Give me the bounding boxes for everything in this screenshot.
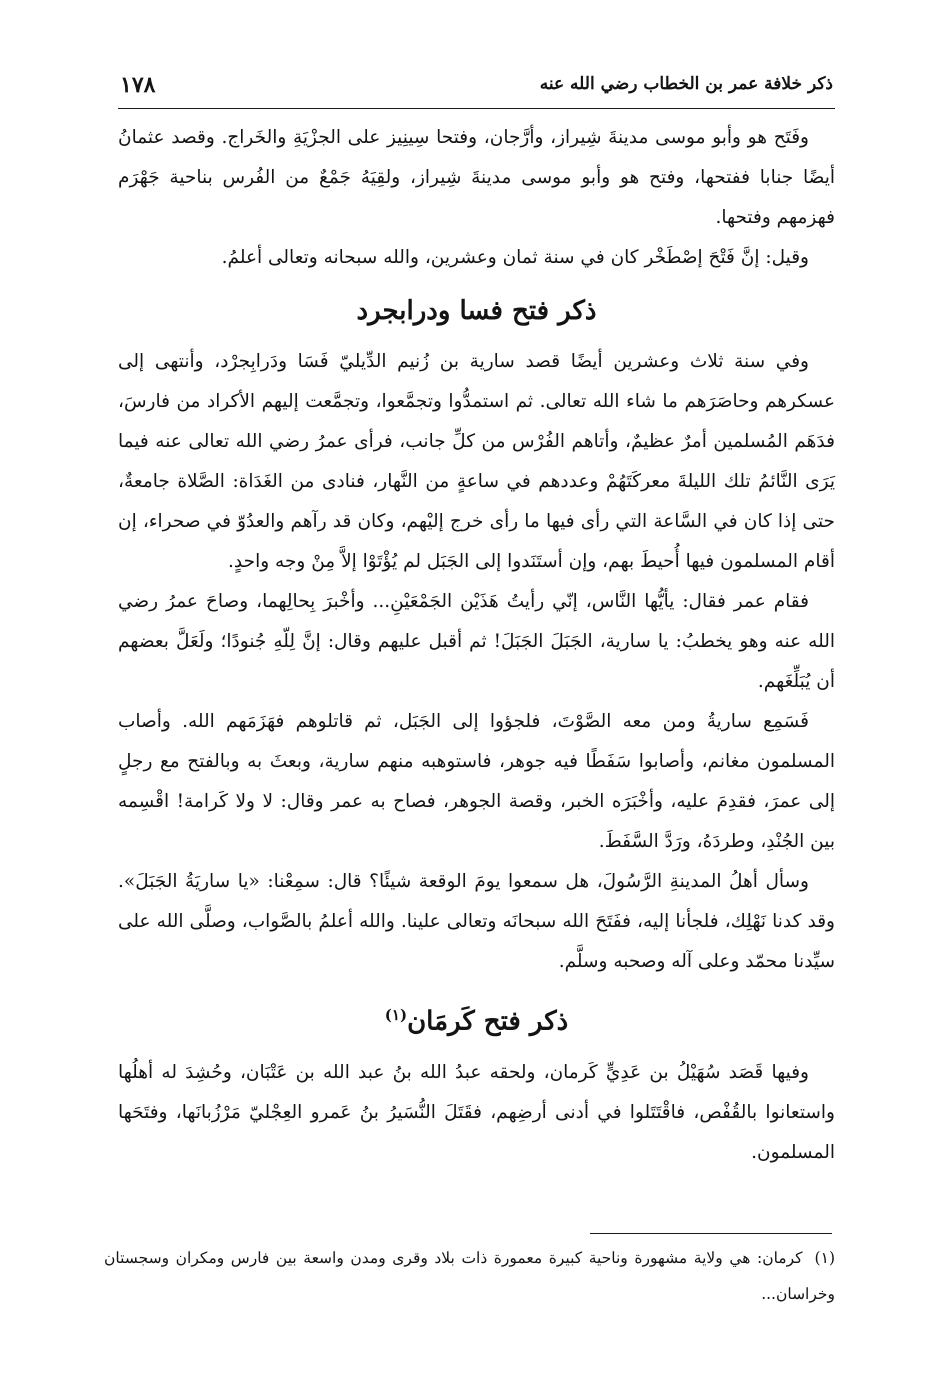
- section-heading-text: ذكر فتح فسا ودرابجرد: [356, 296, 597, 326]
- page-number: ١٧٨: [120, 72, 156, 98]
- paragraph: فَسَمِع ساريةُ ومن معه الصَّوْتَ، فلجؤوا إلى الجَبَل، ثم قاتلوهم فهَزَمَهم الله. وأصاب المسلمون مغانم، وأصابوا سَفَطًا فيه جوهر، فاستوهبه منهم سارية، وبعثَ به وبالفتح مع رجلٍ إلى عمرَ، فقدِمَ عليه، وأخْبَرَه الخبر، وقصة الجوهر، فصاح به عمر وقال: لا ولا كَرامة! اقْسِمه بين الجُنْدِ، وطردَهُ، ورَدَّ السَّفَطَ.: [118, 711, 835, 852]
- footnote-reference[interactable]: (١): [384, 1006, 408, 1024]
- page-body: [118, 118, 835, 1173]
- paragraph: وفَتَح هو وأبو موسى مدينةَ شِيراز، وأرَّجان، وفتحا سِينِيز على الجزْيَةِ والخَراج. وقصد عثمانُ أيضًا جنابا ففتحها، وفتح هو وأبو موسى مدينةَ شِيراز، ولقِيَهُ جَمْعٌ من الفُرس بناحية جَهْرَم فهزمهم وفتحها.: [118, 127, 835, 228]
- section-heading: [118, 288, 835, 334]
- footnote-text: كرمان: هي ولاية مشهورة وناحية كبيرة معمورة ذات بلاد وقرى ومدن واسعة بين فارس ومكران وسجستان وخراسان...: [104, 1249, 835, 1303]
- footnote-separator: [590, 1233, 832, 1234]
- paragraph: وفي سنة ثلاث وعشرين أيضًا قصد سارية بن زُنيم الدِّيليّ فَسَا ودَرابِجرْد، وأنتهى إلى عسكرهم وحاصَرَهم ما شاء الله تعالى. ثم استمدُّوا وتجمَّعوا، وتجمَّعت إليهم الأكراد من فارسَ، فدَهَم المُسلمين أمرٌ عظيمٌ، وأتاهم الفُرْس من كلِّ جانب، فرأى عمرُ رضي الله تعالى عنه فيما يَرَى النَّائمُ تلك الليلةَ معركَتَهُمْ وعددهم في ساعةٍ من النَّهار، فنادى من الغَدَاة: الصَّلاة جامعةٌ، حتى إذا كان في السَّاعة التي رأى فيها ما رأى خرج إليْهم، وكان قد رآهم والعدُوّ في صحراء، إن أقام المسلمون فيها أُحيطَ بهم، وإن أستَنَدوا إلى الجَبَل لم يُؤْتَوْا إلاَّ مِنْ وجه واحدٍ.: [118, 351, 835, 572]
- section-heading-text: ذكر فتح كَرمَان: [407, 1006, 569, 1037]
- section-heading: [118, 992, 835, 1045]
- footnote-number: (١): [814, 1249, 835, 1267]
- running-title: ذكر خلافة عمر بن الخطاب رضي الله عنه: [539, 74, 833, 94]
- paragraph: وسأل أهلُ المدينةِ الرَّسُولَ، هل سمعوا يومَ الوقعة شيئًا؟ قال: سمِعْنا: «يا ساريَةُ الجَبَلَ». وقد كدنا نَهْلِك، فلجأنا إليه، ففَتَحَ الله سبحانَه وتعالى علينا. والله أعلمُ بالصَّواب، وصلَّى الله على سيِّدنا محمّد وعلى آله وصحبه وسلَّم.: [118, 871, 835, 972]
- page-header: [118, 68, 835, 109]
- paragraph: فقام عمر فقال: يأيُّها النَّاس، إنّي رأيتُ هَذَيْن الجَمْعَيْنِ... وأخْبرَ بِحالِهما، وصاحَ عمرُ رضي الله عنه وهو يخطبُ: يا سارية، الجَبَلَ الجَبَلَ! ثم أقبل عليهم وقال: إنَّ لِلّهِ جُنودًا؛ ولَعَلَّ بعضهم أن يُبَلِّغَهم.: [118, 591, 835, 692]
- footnote: [104, 1240, 835, 1312]
- paragraph: وفيها قَصَد سُهَيْلُ بن عَدِيٍّ كَرمان، ولحقه عبدُ الله بنُ عبد الله بن عَتْبَان، وحُشِدَ له أهلُها واستعانوا بالقُفْص، فاقْتَتَلوا في أدنى أرضِهم، فقَتَلَ النُّسَيرُ بنُ عَمرو العِجْليّ مَرْزُبانَها، وفتَحَها المسلمون.: [118, 1061, 835, 1163]
- paragraph: وقيل: إنَّ فَتْحَ إصْطَخْر كان في سنة ثمان وعشرين، والله سبحانه وتعالى أعلمُ.: [221, 247, 809, 268]
